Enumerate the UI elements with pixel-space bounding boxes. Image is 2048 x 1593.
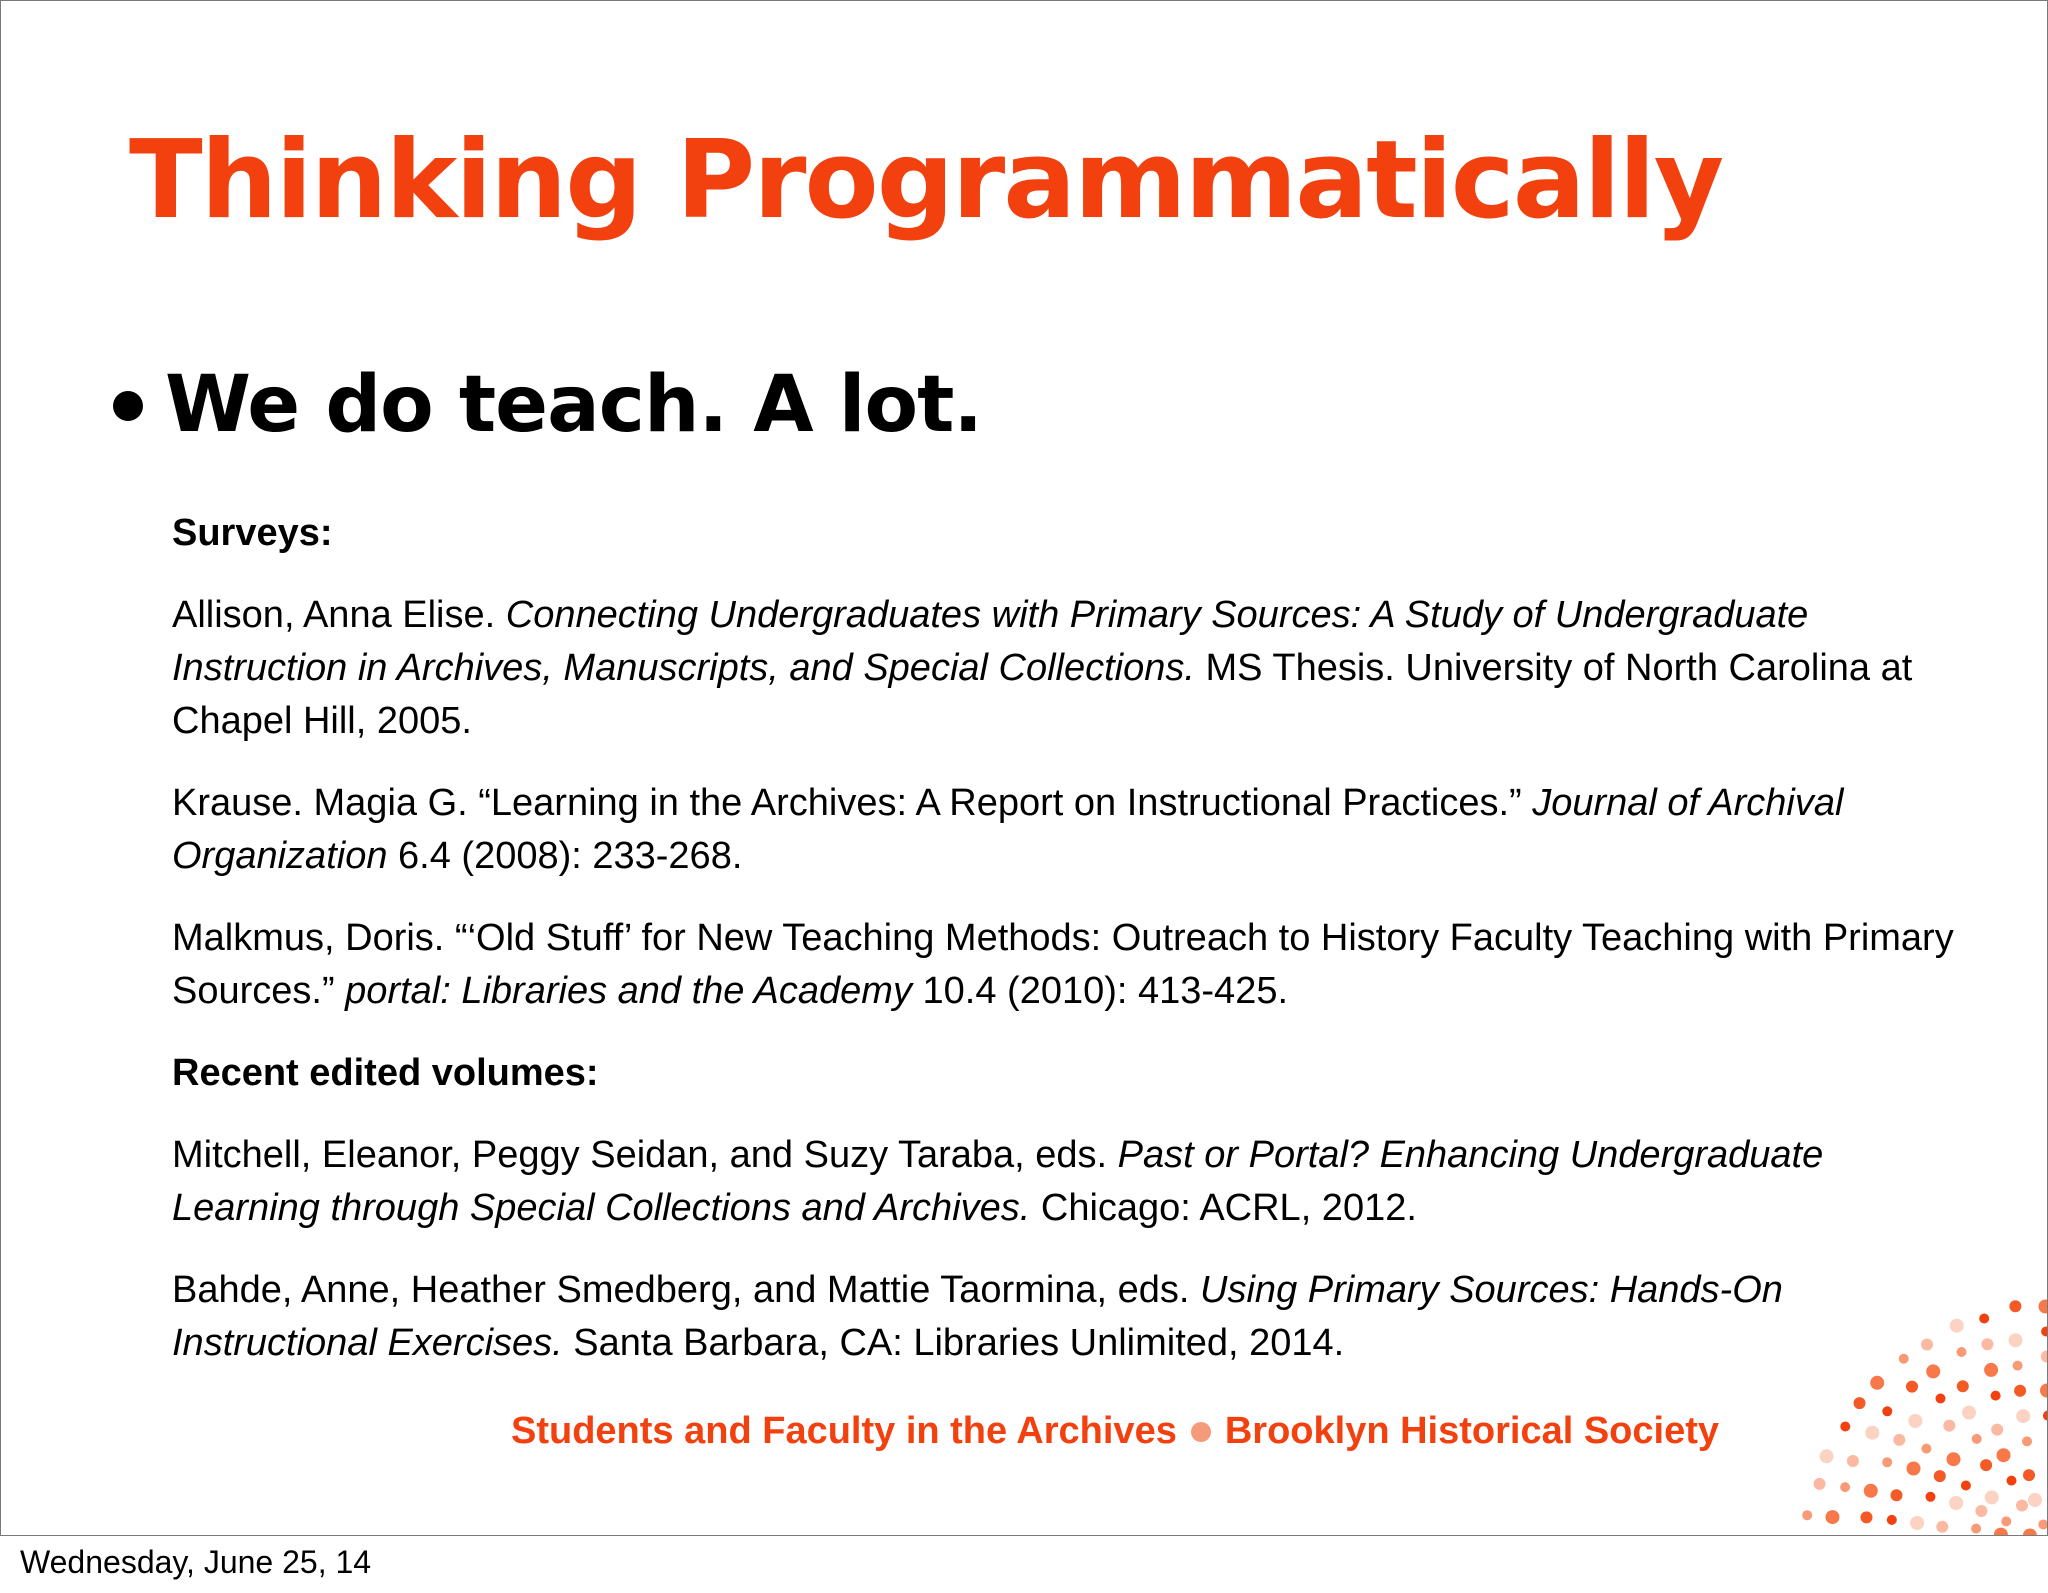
decor-dot	[1882, 1406, 1892, 1416]
decor-dot	[1854, 1397, 1866, 1409]
decor-dot	[1882, 1457, 1892, 1467]
decor-dot	[1997, 1448, 2011, 1462]
reference-text: Mitchell, Eleanor, Peggy Seidan, and Suzy Taraba, eds.	[172, 1134, 1118, 1176]
decor-dot	[2028, 1493, 2042, 1507]
date-stamp: Wednesday, June 25, 14	[20, 1544, 372, 1580]
decor-dot	[2009, 1333, 2023, 1347]
decor-dot	[2038, 1520, 2048, 1530]
slide-title: Thinking Programmatically	[129, 118, 1723, 243]
decor-dot	[1847, 1455, 1859, 1467]
decor-dot	[1947, 1452, 1961, 1466]
decor-dot	[1891, 1489, 1903, 1501]
decor-dot	[1949, 1496, 1963, 1510]
decor-dot	[2009, 1300, 2021, 1312]
decor-dot	[1979, 1314, 1989, 1324]
decor-dot	[1980, 1459, 1992, 1471]
decor-dot	[1814, 1478, 1826, 1490]
decor-dot	[2022, 1436, 2032, 1446]
decor-dot	[1975, 1505, 1987, 1517]
slide-footer	[511, 1409, 1719, 1455]
decor-dot	[1907, 1462, 1921, 1476]
decor-dot	[1802, 1510, 1812, 1520]
decor-dot	[1887, 1515, 1897, 1525]
reference-item	[172, 777, 1962, 883]
decor-dot	[1943, 1420, 1955, 1432]
footer-organization-name: Brooklyn Historical Society	[1224, 1410, 1719, 1452]
decor-dot	[1950, 1319, 1964, 1333]
decor-dot	[1906, 1381, 1918, 1393]
reference-title: portal: Libraries and the Academy	[345, 970, 912, 1012]
decor-dot	[1861, 1511, 1873, 1523]
main-bullet-text: We do teach. A lot.	[165, 360, 983, 450]
decor-dot	[1934, 1470, 1946, 1482]
decor-dot	[1994, 1528, 2008, 1536]
decor-dot	[1921, 1444, 1931, 1454]
reference-item	[172, 1129, 1962, 1235]
decor-dot	[2001, 1516, 2011, 1526]
reference-title: Past or Portal? Enhancing Undergraduate Learning through Special Collections and Archives.	[172, 1134, 1824, 1229]
section-heading-surveys: Surveys:	[172, 512, 333, 554]
decor-dot	[1936, 1521, 1948, 1533]
decor-dot	[1981, 1338, 1993, 1350]
reference-item	[172, 1264, 1962, 1370]
decor-dot	[1962, 1406, 1976, 1420]
decor-dot	[1899, 1354, 1909, 1364]
reference-title: Journal of Archival Organization	[172, 782, 1844, 877]
decor-dot	[1910, 1516, 1924, 1530]
main-bullet	[113, 361, 982, 451]
reference-title: Connecting Undergraduates with Primary Sources: A Study of Undergraduate Instruction in Archives, Manuscripts, and Special Collections.	[172, 594, 1809, 689]
reference-list	[172, 507, 1962, 1399]
decor-dot	[2007, 1476, 2017, 1486]
decor-dot	[1840, 1482, 1850, 1492]
reference-text: Santa Barbara, CA: Libraries Unlimited, 2014.	[562, 1322, 1345, 1364]
decor-dot	[1926, 1364, 1940, 1378]
decor-dot	[1864, 1484, 1878, 1498]
decor-dot	[1908, 1414, 1922, 1428]
decor-dot	[1961, 1481, 1971, 1491]
decor-dot	[1984, 1363, 1998, 1377]
reference-text: Malkmus, Doris. “‘Old Stuff’ for New Teaching Methods: Outreach to History Faculty Teaching with Primary Sources.”	[172, 917, 1954, 1012]
decor-dot	[2041, 1351, 2048, 1363]
decor-dot	[1926, 1492, 1936, 1502]
reference-text: Krause. Magia G. “Learning in the Archives: A Report on Instructional Practices.”	[172, 782, 1533, 824]
reference-text: 6.4 (2008): 233-268.	[387, 835, 743, 877]
decor-dot	[1972, 1434, 1982, 1444]
decor-dot	[2013, 1361, 2023, 1371]
reference-item	[172, 589, 1962, 748]
decor-dot	[1820, 1449, 1834, 1463]
reference-text: 10.4 (2010): 413-425.	[911, 970, 1289, 1012]
decor-dot	[1893, 1434, 1905, 1446]
decor-dot	[1840, 1422, 1850, 1432]
decor-dot	[1985, 1490, 1999, 1504]
bullet-dot-icon	[113, 391, 143, 421]
decor-dot	[2041, 1327, 2048, 1337]
decor-dot	[2039, 1300, 2048, 1314]
decor-dot	[2016, 1500, 2028, 1512]
reference-text: Allison, Anna Elise.	[172, 594, 506, 636]
decor-dot	[2040, 1384, 2048, 1398]
footer-separator-dot-icon	[1191, 1422, 1211, 1442]
reference-text: Bahde, Anne, Heather Smedberg, and Mattie Taormina, eds.	[172, 1269, 1201, 1311]
decor-dot	[1921, 1339, 1933, 1351]
decor-dot	[1870, 1376, 1884, 1390]
footer-program-name: Students and Faculty in the Archives	[511, 1410, 1177, 1452]
orange-dot-burst-icon	[1761, 1261, 2048, 1536]
decor-dot	[2016, 1409, 2030, 1423]
reference-text: Chicago: ACRL, 2012.	[1030, 1187, 1417, 1229]
decor-dot	[1991, 1424, 2003, 1436]
section-heading-edited-volumes: Recent edited volumes:	[172, 1052, 599, 1094]
decor-dot	[2023, 1469, 2035, 1481]
reference-item	[172, 912, 1962, 1018]
decor-dot	[1826, 1510, 1840, 1524]
decor-dot	[1865, 1426, 1879, 1440]
decor-dot	[1957, 1347, 1967, 1357]
decor-dot	[2023, 1529, 2037, 1537]
decor-dot	[2043, 1411, 2048, 1421]
decor-dot	[1936, 1394, 1946, 1404]
reference-title: Using Primary Sources: Hands-On Instructional Exercises.	[172, 1269, 1783, 1364]
reference-text: MS Thesis. University of North Carolina at Chapel Hill, 2005.	[172, 647, 1913, 742]
decor-dot	[1957, 1380, 1969, 1392]
decor-dot	[1991, 1391, 2001, 1401]
decor-dot	[2014, 1385, 2026, 1397]
decor-dot	[1971, 1524, 1981, 1534]
